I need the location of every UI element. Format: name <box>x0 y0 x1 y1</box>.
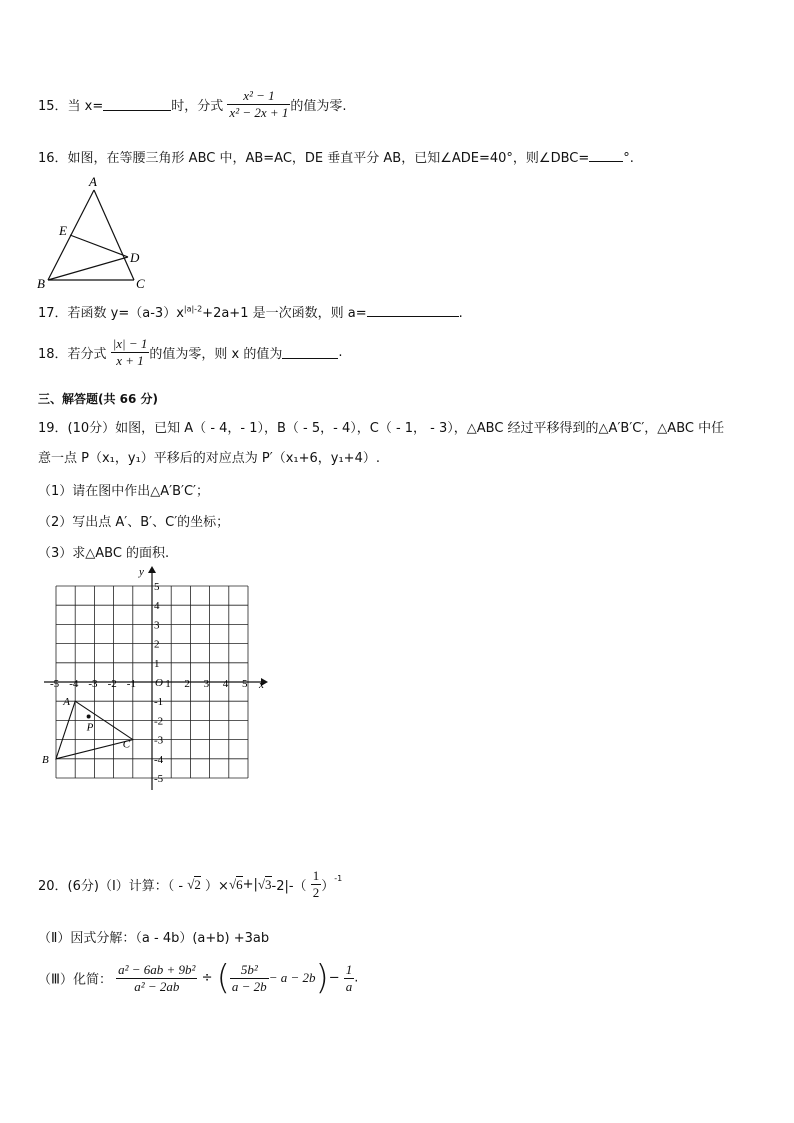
y-tick-label: 1 <box>154 657 160 670</box>
y-tick-label: 4 <box>154 600 160 613</box>
y-tick-label: -4 <box>154 753 164 766</box>
q17-exponent: |a|-2 <box>183 304 203 314</box>
y-tick-label: -3 <box>154 734 164 747</box>
y-tick-label: -1 <box>154 696 164 709</box>
x-tick-label: -4 <box>69 678 79 690</box>
q15-fraction <box>227 88 290 121</box>
q18-tail: . <box>338 345 343 360</box>
fraction2-denominator: a − 2b <box>231 978 267 994</box>
q20-line2: （Ⅱ）因式分解：（a - 4b）(a+b) +3ab <box>38 931 270 946</box>
q19-sub1: （1）请在图中作出△A′B′C′； <box>38 484 210 499</box>
q20-mid2: +| <box>242 877 258 892</box>
q15-denominator: x² − 2x + 1 <box>229 105 289 120</box>
sqrt3-radical: √3 <box>257 876 272 892</box>
half-denominator: 2 <box>312 885 320 900</box>
question-16 <box>38 147 634 166</box>
q20-mid: ）× <box>205 879 229 894</box>
x-tick-label: -2 <box>107 678 117 690</box>
point-p-dot <box>87 715 91 719</box>
x-tick-label: -3 <box>88 678 98 690</box>
q18-mid: 的值为零，则 x 的值为 <box>149 347 283 362</box>
fraction2-numerator: 5b² <box>240 961 258 977</box>
x-tick-label: 3 <box>203 678 210 690</box>
sqrt6-radicand: 6 <box>236 876 243 892</box>
q20-line1 <box>38 868 342 904</box>
final-period: . <box>354 970 359 986</box>
q15-numerator: x² − 1 <box>243 88 275 103</box>
q19-sub2: （2）写出点 A′、B′、C′的坐标； <box>38 515 230 530</box>
divide-sign: ÷ <box>201 970 213 986</box>
point-a-label: A <box>63 696 70 709</box>
minus-sign: − <box>328 970 340 986</box>
label-e: E <box>59 223 67 238</box>
q20-tail: ） <box>321 879 335 894</box>
y-axis-label: y <box>139 566 144 578</box>
fraction3-denominator: a <box>345 978 353 994</box>
segment-ac <box>94 190 134 280</box>
fraction1-denominator: a² − 2ab <box>116 978 197 995</box>
q18-numerator: |x| − 1 <box>112 336 148 351</box>
q17-answer-blank[interactable] <box>367 304 459 317</box>
half-numerator: 1 <box>312 868 320 883</box>
simplify-fraction-1 <box>116 962 197 995</box>
label-c: C <box>136 276 145 291</box>
y-tick-label: 5 <box>154 581 160 593</box>
q18-answer-blank[interactable] <box>282 346 338 359</box>
q15-mid: 时，分式 <box>171 99 224 114</box>
q15-answer-blank[interactable] <box>103 98 171 111</box>
q20-line3-lead: （Ⅲ）化简： <box>38 972 112 988</box>
q20-exponent: -1 <box>334 874 343 883</box>
fraction3-numerator: 1 <box>345 961 353 977</box>
sqrt2-radicand: 2 <box>194 876 201 892</box>
point-p-label: P <box>86 721 94 734</box>
segment-bd <box>48 257 128 280</box>
q18-denominator: x + 1 <box>111 352 150 369</box>
label-a: A <box>89 174 97 189</box>
q19-sub3: （3）求△ABC 的面积. <box>38 546 170 561</box>
x-tick-label: 4 <box>222 678 229 690</box>
x-tick-label: -1 <box>126 678 136 690</box>
simplify-fraction-3 <box>344 962 355 995</box>
label-d: D <box>130 250 140 265</box>
section-heading: 三、解答题(共 66 分) <box>38 392 159 406</box>
q20-line3 <box>38 958 358 1004</box>
q16-text: 16．如图，在等腰三角形 ABC 中，AB=AC，DE 垂直平分 AB，已知∠ADE=40°，则∠DBC= <box>38 151 590 166</box>
q19-line2: 意一点 P（x₁，y₁）平移后的对应点为 P′（x₁+6，y₁+4）. <box>38 451 380 466</box>
q16-answer-blank[interactable] <box>589 149 623 162</box>
x-tick-label: 2 <box>184 678 190 690</box>
question-15 <box>38 88 347 128</box>
triangle-figure <box>34 172 154 292</box>
q20-mid3: -2|-（ <box>271 879 307 894</box>
question-18 <box>38 336 343 376</box>
left-paren: ( <box>216 958 230 998</box>
x-tick-label: -5 <box>50 678 60 690</box>
q20-lead: 20．(6分)（Ⅰ）计算：（ - <box>38 879 184 894</box>
x-tick-label: 5 <box>242 678 248 690</box>
q16-tail: °. <box>623 151 634 166</box>
sqrt2-radical: √2 <box>187 876 201 892</box>
origin-label: O <box>155 677 163 689</box>
q17-mid: +2a+1 是一次函数，则 a= <box>202 306 367 321</box>
point-c-label: C <box>122 738 131 751</box>
q18-lead: 18．若分式 <box>38 347 107 362</box>
sqrt3-radicand: 3 <box>265 876 272 892</box>
q19-line1: 19．(10分）如图，已知 A（ - 4，- 1），B（ - 5，- 4），C（ - 1， - 3），△ABC 经过平移得到的△A′B′C′，△ABC 中任 <box>38 421 725 436</box>
point-b-label: B <box>42 753 49 766</box>
q17-tail: . <box>458 306 463 321</box>
y-tick-label: -2 <box>154 715 164 728</box>
question-17 <box>38 302 463 321</box>
label-b: B <box>37 276 45 291</box>
paren-rest: − a − 2b <box>268 970 316 985</box>
q15-tail: 的值为零. <box>290 99 347 114</box>
sqrt6-radical: √6 <box>228 876 243 892</box>
y-tick-label: 2 <box>154 638 160 651</box>
y-axis-arrow <box>148 566 156 573</box>
simplify-fraction-2 <box>230 962 269 995</box>
x-axis-label: x <box>259 679 264 691</box>
x-tick-label: 1 <box>165 678 171 690</box>
q15-lead: 15．当 x= <box>38 99 104 114</box>
coordinate-grid <box>36 562 276 794</box>
half-fraction <box>311 868 322 901</box>
y-tick-label: -5 <box>154 773 164 785</box>
right-paren: ) <box>315 958 329 998</box>
q18-fraction <box>111 336 150 369</box>
fraction1-numerator: a² − 6ab + 9b² <box>118 961 196 977</box>
q17-lead: 17．若函数 y=（a-3）x <box>38 306 184 321</box>
y-tick-label: 3 <box>154 619 160 632</box>
